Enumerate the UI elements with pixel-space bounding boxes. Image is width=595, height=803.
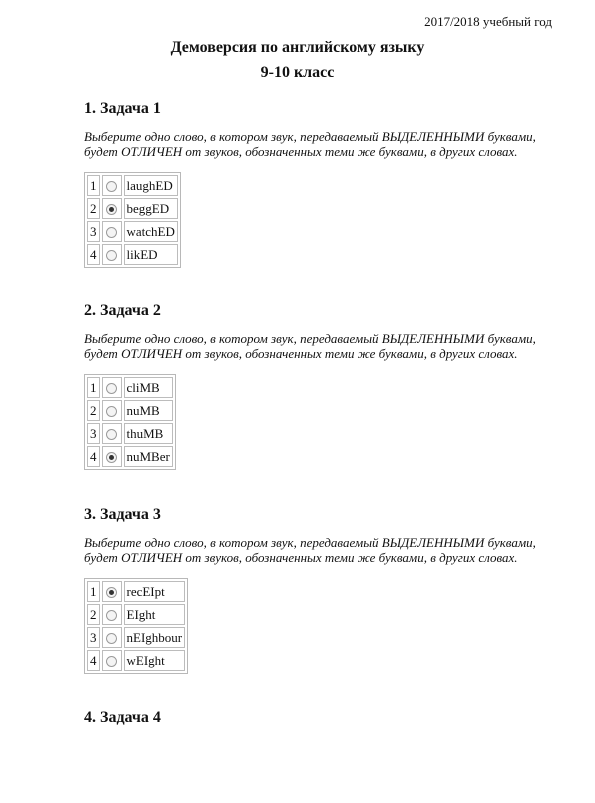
radio-button[interactable] bbox=[106, 383, 117, 394]
options-table bbox=[84, 578, 188, 674]
options-table bbox=[84, 172, 181, 268]
option-number: 3 bbox=[87, 627, 100, 648]
radio-button[interactable] bbox=[106, 656, 117, 667]
option-number: 3 bbox=[87, 423, 100, 444]
task-heading: 1. Задача 1 bbox=[84, 100, 161, 117]
radio-cell[interactable] bbox=[102, 377, 122, 398]
option-word: wEIght bbox=[124, 650, 186, 671]
task-heading: 4. Задача 4 bbox=[84, 709, 161, 726]
option-row[interactable] bbox=[87, 446, 173, 467]
option-number: 2 bbox=[87, 604, 100, 625]
option-row[interactable] bbox=[87, 377, 173, 398]
task-question: Выберите одно слово, в котором звук, передаваемый ВЫДЕЛЕННЫМИ буквами, будет ОТЛИЧЕН от звуков, обозначенных теми же буквами, в других словах. bbox=[84, 129, 536, 159]
radio-button[interactable] bbox=[106, 181, 117, 192]
radio-cell[interactable] bbox=[102, 446, 122, 467]
radio-button[interactable] bbox=[106, 610, 117, 621]
option-row[interactable] bbox=[87, 423, 173, 444]
radio-button-selected[interactable] bbox=[106, 587, 117, 598]
radio-cell[interactable] bbox=[102, 244, 122, 265]
option-row[interactable] bbox=[87, 581, 185, 602]
option-row[interactable] bbox=[87, 175, 178, 196]
radio-cell[interactable] bbox=[102, 221, 122, 242]
radio-button-selected[interactable] bbox=[106, 452, 117, 463]
option-number: 4 bbox=[87, 446, 100, 467]
page-title: Демоверсия по английскому языку bbox=[170, 39, 425, 56]
task-2 bbox=[84, 302, 544, 470]
option-number: 4 bbox=[87, 650, 100, 671]
radio-button[interactable] bbox=[106, 406, 117, 417]
option-word: likED bbox=[124, 244, 178, 265]
option-number: 2 bbox=[87, 198, 100, 219]
radio-button[interactable] bbox=[106, 227, 117, 238]
option-number: 3 bbox=[87, 221, 100, 242]
radio-button[interactable] bbox=[106, 633, 117, 644]
option-row[interactable] bbox=[87, 400, 173, 421]
task-question: Выберите одно слово, в котором звук, передаваемый ВЫДЕЛЕННЫМИ буквами, будет ОТЛИЧЕН от звуков, обозначенных теми же буквами, в других словах. bbox=[84, 535, 536, 565]
option-word: cliMB bbox=[124, 377, 173, 398]
radio-cell[interactable] bbox=[102, 650, 122, 671]
option-word: nuMBer bbox=[124, 446, 173, 467]
option-word: laughED bbox=[124, 175, 178, 196]
task-4 bbox=[84, 709, 544, 727]
options-table bbox=[84, 374, 176, 470]
task-question: Выберите одно слово, в котором звук, передаваемый ВЫДЕЛЕННЫМИ буквами, будет ОТЛИЧЕН от звуков, обозначенных теми же буквами, в других словах. bbox=[84, 331, 536, 361]
option-word: EIght bbox=[124, 604, 186, 625]
option-number: 1 bbox=[87, 377, 100, 398]
radio-button[interactable] bbox=[106, 250, 117, 261]
option-row[interactable] bbox=[87, 650, 185, 671]
option-row[interactable] bbox=[87, 604, 185, 625]
grade-title: 9-10 класс bbox=[260, 64, 335, 81]
option-number: 2 bbox=[87, 400, 100, 421]
option-row[interactable] bbox=[87, 244, 178, 265]
option-number: 1 bbox=[87, 175, 100, 196]
option-number: 4 bbox=[87, 244, 100, 265]
option-word: nuMB bbox=[124, 400, 173, 421]
option-row[interactable] bbox=[87, 198, 178, 219]
task-3 bbox=[84, 506, 544, 674]
radio-cell[interactable] bbox=[102, 175, 122, 196]
radio-button[interactable] bbox=[106, 429, 117, 440]
option-word: beggED bbox=[124, 198, 178, 219]
task-heading: 2. Задача 2 bbox=[84, 302, 161, 319]
radio-cell[interactable] bbox=[102, 627, 122, 648]
radio-cell[interactable] bbox=[102, 198, 122, 219]
option-row[interactable] bbox=[87, 221, 178, 242]
radio-cell[interactable] bbox=[102, 400, 122, 421]
year-label: 2017/2018 учебный год bbox=[424, 14, 552, 29]
option-word: watchED bbox=[124, 221, 178, 242]
option-word: recEIpt bbox=[124, 581, 186, 602]
task-heading: 3. Задача 3 bbox=[84, 506, 161, 523]
option-word: thuMB bbox=[124, 423, 173, 444]
option-word: nEIghbour bbox=[124, 627, 186, 648]
radio-button-selected[interactable] bbox=[106, 204, 117, 215]
radio-cell[interactable] bbox=[102, 604, 122, 625]
radio-cell[interactable] bbox=[102, 581, 122, 602]
radio-cell[interactable] bbox=[102, 423, 122, 444]
option-row[interactable] bbox=[87, 627, 185, 648]
task-1 bbox=[84, 100, 544, 268]
option-number: 1 bbox=[87, 581, 100, 602]
